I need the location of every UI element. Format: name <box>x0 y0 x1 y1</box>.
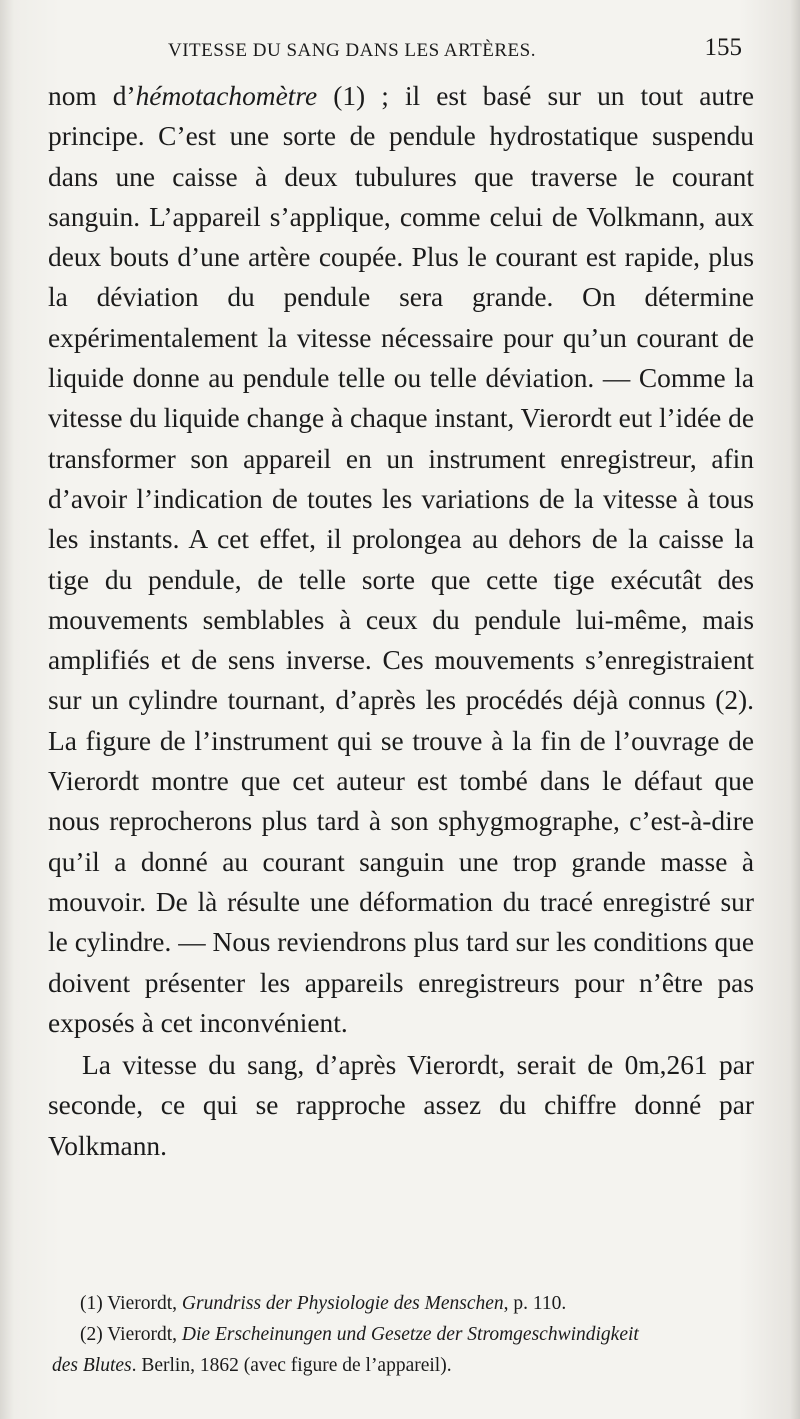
footnote-2 <box>80 1319 770 1350</box>
footnote-2-marker: (2) <box>80 1324 103 1345</box>
footnotes <box>52 1288 770 1381</box>
paragraph-1 <box>48 76 754 1043</box>
footnote-2-author: Vierordt, <box>102 1324 182 1345</box>
footnote-1-title: Grundriss der Physiologie des Menschen <box>181 1293 504 1314</box>
footnote-1-author: Vierordt, <box>102 1293 182 1314</box>
paragraph-1-lead: nom d’ <box>48 81 136 111</box>
paragraph-1-text: (1) ; il est basé sur un tout autre principe. C’est une sorte de pendule hydrostatique suspendu dans une caisse à deux tubulures que traverse le courant sanguin. L’appareil s’applique, comme celui de Volkmann, aux deux bouts d’une artère coupée. Plus le courant est rapide, plus la déviation du pendule sera grande. On détermine expérimentalement la vitesse nécessaire pour qu’un courant de liquide donne au pendule telle ou telle déviation. — Comme la vitesse du liquide change à chaque instant, Vierordt eut l’idée de transformer son appareil en un instrument enregistreur, afin d’avoir l’indication de toutes les variations de la vitesse à tous les instants. A cet effet, il prolongea au dehors de la caisse la tige du pendule, de telle sorte que cette tige exécutât des mouvements semblables à ceux du pendule lui-même, mais amplifiés et de sens inverse. Ces mouvements s’enregistraient sur un cylindre tournant, d’après les procédés déjà connus (2). La figure de l’instrument qui se trouve à la fin de l’ouvrage de Vierordt montre que cet auteur est tombé dans le défaut que nous reprocherons plus tard à son sphygmographe, c’est-à-dire qu’il a donné au courant sanguin une trop grande masse à mouvoir. De là résulte une déformation du tracé enregistré sur le cylindre. — Nous reviendrons plus tard sur les conditions que doivent présenter les appareils enregistreurs pour n’être pas exposés à cet inconvénient. <box>48 81 754 1038</box>
page-header <box>140 34 742 70</box>
footnote-2-rest: . Berlin, 1862 (avec figure de l’appareil). <box>131 1355 452 1376</box>
footnote-2-title-cont: des Blutes <box>52 1355 132 1376</box>
running-head: VITESSE DU SANG DANS LES ARTÈRES. <box>168 40 536 61</box>
page-number: 155 <box>704 34 742 61</box>
main-text <box>48 76 754 1166</box>
paragraph-1-term: hémotachomètre <box>135 81 318 111</box>
paragraph-2: La vitesse du sang, d’après Vierordt, serait de 0m,261 par seconde, ce qui se rapproche assez du chiffre donné par Volkmann. <box>48 1050 754 1161</box>
footnote-2-continuation <box>52 1350 770 1381</box>
footnote-1-rest: , p. 110. <box>503 1293 567 1314</box>
footnote-2-title: Die Erscheinungen und Gesetze der Stromgeschwindigkeit <box>181 1324 639 1345</box>
footnote-1 <box>80 1288 770 1319</box>
footnote-1-marker: (1) <box>80 1293 103 1314</box>
